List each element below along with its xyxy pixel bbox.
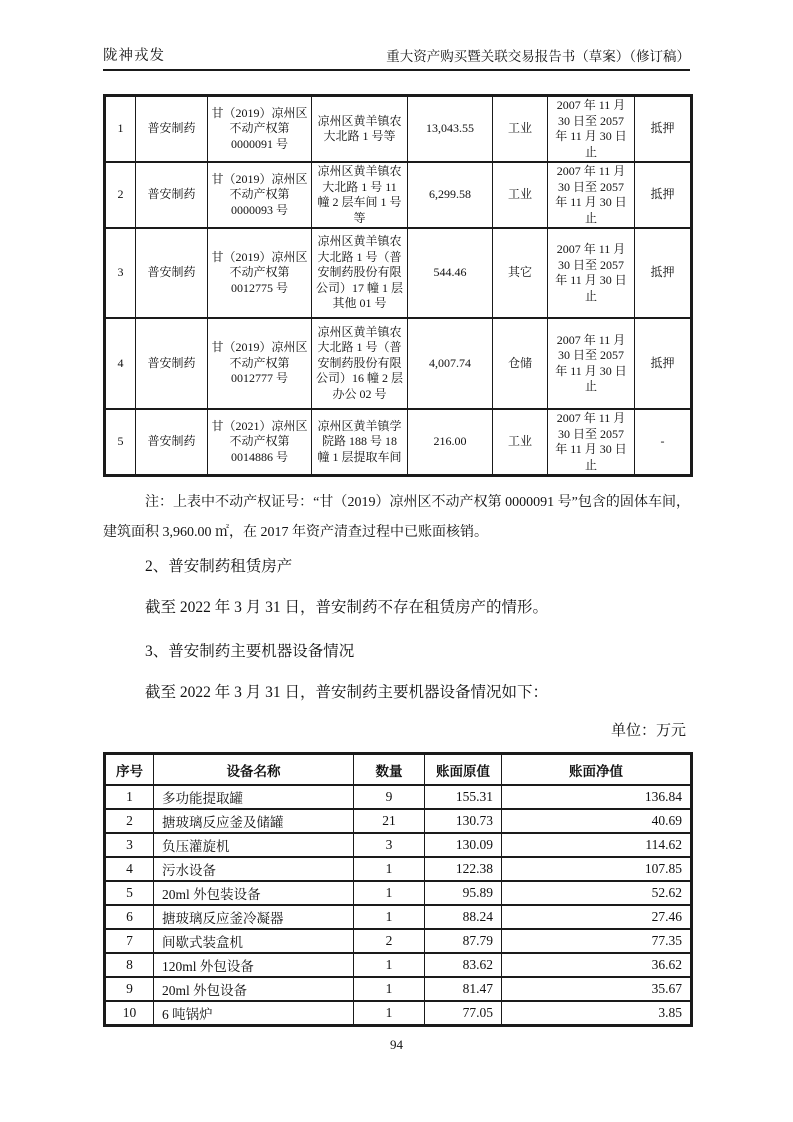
table-cell: 4,007.74 xyxy=(408,318,493,409)
table-cell: 其它 xyxy=(493,228,548,318)
table-cell: 40.69 xyxy=(502,809,692,833)
table-cell: - xyxy=(635,409,692,476)
table-row xyxy=(105,785,692,809)
table-cell: 普安制药 xyxy=(136,162,208,228)
table-cell: 3.85 xyxy=(502,1001,692,1026)
table-cell: 甘（2019）凉州区不动产权第 0012777 号 xyxy=(208,318,312,409)
column-header: 设备名称 xyxy=(154,754,354,786)
table-cell: 间歇式装盒机 xyxy=(154,929,354,953)
table-cell: 普安制药 xyxy=(136,409,208,476)
table-cell: 114.62 xyxy=(502,833,692,857)
table-cell: 凉州区黄羊镇农大北路 1 号等 xyxy=(312,96,408,163)
table-cell: 2 xyxy=(105,809,154,833)
table-cell: 污水设备 xyxy=(154,857,354,881)
table-cell: 87.79 xyxy=(425,929,502,953)
page-header xyxy=(103,44,690,71)
table-cell: 2007 年 11 月 30 日至 2057 年 11 月 30 日止 xyxy=(548,318,635,409)
table-cell: 5 xyxy=(105,409,136,476)
table-cell: 9 xyxy=(105,977,154,1001)
table-cell: 1 xyxy=(105,785,154,809)
table-cell: 130.73 xyxy=(425,809,502,833)
table-cell: 10 xyxy=(105,1001,154,1026)
column-header: 数量 xyxy=(354,754,425,786)
table-cell: 83.62 xyxy=(425,953,502,977)
table-row xyxy=(105,833,692,857)
table-row xyxy=(105,905,692,929)
table-cell: 甘（2021）凉州区不动产权第 0014886 号 xyxy=(208,409,312,476)
table-cell: 120ml 外包设备 xyxy=(154,953,354,977)
table-cell: 36.62 xyxy=(502,953,692,977)
table-cell: 2007 年 11 月 30 日至 2057 年 11 月 30 日止 xyxy=(548,162,635,228)
table-row xyxy=(105,318,692,409)
table-row xyxy=(105,1001,692,1026)
table-row xyxy=(105,953,692,977)
table-cell: 3 xyxy=(105,228,136,318)
table-cell: 77.35 xyxy=(502,929,692,953)
column-header: 账面净值 xyxy=(502,754,692,786)
table-cell: 1 xyxy=(354,905,425,929)
unit-label: 单位：万元 xyxy=(610,723,686,739)
column-header: 序号 xyxy=(105,754,154,786)
table-cell: 8 xyxy=(105,953,154,977)
table-cell: 130.09 xyxy=(425,833,502,857)
table-cell: 88.24 xyxy=(425,905,502,929)
page-number: 94 xyxy=(390,1037,403,1052)
table-cell: 6 吨锅炉 xyxy=(154,1001,354,1026)
table-cell: 4 xyxy=(105,318,136,409)
table-cell: 多功能提取罐 xyxy=(154,785,354,809)
table-cell: 107.85 xyxy=(502,857,692,881)
table-cell: 21 xyxy=(354,809,425,833)
table-cell: 35.67 xyxy=(502,977,692,1001)
table-cell: 凉州区黄羊镇学院路 188 号 18 幢 1 层提取车间 xyxy=(312,409,408,476)
table-cell: 甘（2019）凉州区不动产权第 0000091 号 xyxy=(208,96,312,163)
table-cell: 1 xyxy=(354,953,425,977)
table-row xyxy=(105,96,692,163)
table-cell: 甘（2019）凉州区不动产权第 0000093 号 xyxy=(208,162,312,228)
table-cell: 搪玻璃反应釜及储罐 xyxy=(154,809,354,833)
table-row xyxy=(105,929,692,953)
table-cell: 抵押 xyxy=(635,96,692,163)
table-cell: 2 xyxy=(354,929,425,953)
table-cell: 工业 xyxy=(493,409,548,476)
table-cell: 负压灌旋机 xyxy=(154,833,354,857)
header-report-title: 重大资产购买暨关联交易报告书（草案）（修订稿） xyxy=(386,49,690,64)
table-cell: 7 xyxy=(105,929,154,953)
table-cell: 216.00 xyxy=(408,409,493,476)
table-cell: 9 xyxy=(354,785,425,809)
table-row xyxy=(105,162,692,228)
table-cell: 6,299.58 xyxy=(408,162,493,228)
table-cell: 工业 xyxy=(493,96,548,163)
table-cell: 凉州区黄羊镇农大北路 1 号（普安制药股份有限公司）17 幢 1 层其他 01 号 xyxy=(312,228,408,318)
table-cell: 抵押 xyxy=(635,162,692,228)
table-cell: 122.38 xyxy=(425,857,502,881)
table-cell: 搪玻璃反应釜冷凝器 xyxy=(154,905,354,929)
section-paragraph-3: 截至 2022 年 3 月 31 日，普安制药主要机器设备情况如下： xyxy=(145,684,549,701)
table-cell: 20ml 外包设备 xyxy=(154,977,354,1001)
table-cell: 2007 年 11 月 30 日至 2057 年 11 月 30 日止 xyxy=(548,96,635,163)
table-cell: 1 xyxy=(354,1001,425,1026)
equipment-table xyxy=(103,752,693,1027)
table-row xyxy=(105,881,692,905)
table-cell: 20ml 外包装设备 xyxy=(154,881,354,905)
table-cell: 2007 年 11 月 30 日至 2057 年 11 月 30 日止 xyxy=(548,409,635,476)
table-cell: 27.46 xyxy=(502,905,692,929)
equipment-table-header-row xyxy=(105,754,692,786)
table-cell: 52.62 xyxy=(502,881,692,905)
column-header: 账面原值 xyxy=(425,754,502,786)
table-cell: 81.47 xyxy=(425,977,502,1001)
table-row xyxy=(105,977,692,1001)
table-cell: 抵押 xyxy=(635,318,692,409)
table-cell: 544.46 xyxy=(408,228,493,318)
table-cell: 136.84 xyxy=(502,785,692,809)
table-cell: 普安制药 xyxy=(136,228,208,318)
table-cell: 95.89 xyxy=(425,881,502,905)
section-heading-2: 2、普安制药租赁房产 xyxy=(145,558,293,575)
table-row xyxy=(105,409,692,476)
table-row xyxy=(105,857,692,881)
table-note-text: 注：上表中不动产权证号：“甘（2019）凉州区不动产权第 0000091 号”包含的固体车间，建筑面积 3,960.00 ㎡，在 2017 年资产清查过程中已账面核销。 xyxy=(103,495,690,540)
table-cell: 1 xyxy=(354,977,425,1001)
table-cell: 3 xyxy=(354,833,425,857)
table-cell: 2 xyxy=(105,162,136,228)
table-row xyxy=(105,228,692,318)
table-cell: 13,043.55 xyxy=(408,96,493,163)
table-cell: 凉州区黄羊镇农大北路 1 号（普安制药股份有限公司）16 幢 2 层办公 02 号 xyxy=(312,318,408,409)
table-cell: 抵押 xyxy=(635,228,692,318)
table-cell: 6 xyxy=(105,905,154,929)
header-company-name: 陇神戎发 xyxy=(103,48,165,64)
table-cell: 1 xyxy=(354,881,425,905)
table-cell: 4 xyxy=(105,857,154,881)
table-cell: 5 xyxy=(105,881,154,905)
table-cell: 2007 年 11 月 30 日至 2057 年 11 月 30 日止 xyxy=(548,228,635,318)
table-cell: 3 xyxy=(105,833,154,857)
property-table xyxy=(103,94,693,477)
table-cell: 155.31 xyxy=(425,785,502,809)
section-heading-3: 3、普安制药主要机器设备情况 xyxy=(145,643,355,660)
section-paragraph-2: 截至 2022 年 3 月 31 日，普安制药不存在租赁房产的情形。 xyxy=(145,599,549,616)
table-cell: 1 xyxy=(354,857,425,881)
table-row xyxy=(105,809,692,833)
table-cell: 1 xyxy=(105,96,136,163)
table-cell: 77.05 xyxy=(425,1001,502,1026)
table-cell: 仓储 xyxy=(493,318,548,409)
table-cell: 甘（2019）凉州区不动产权第 0012775 号 xyxy=(208,228,312,318)
table-cell: 普安制药 xyxy=(136,318,208,409)
table-cell: 普安制药 xyxy=(136,96,208,163)
table-cell: 工业 xyxy=(493,162,548,228)
table-cell: 凉州区黄羊镇农大北路 1 号 11 幢 2 层车间 1 号等 xyxy=(312,162,408,228)
